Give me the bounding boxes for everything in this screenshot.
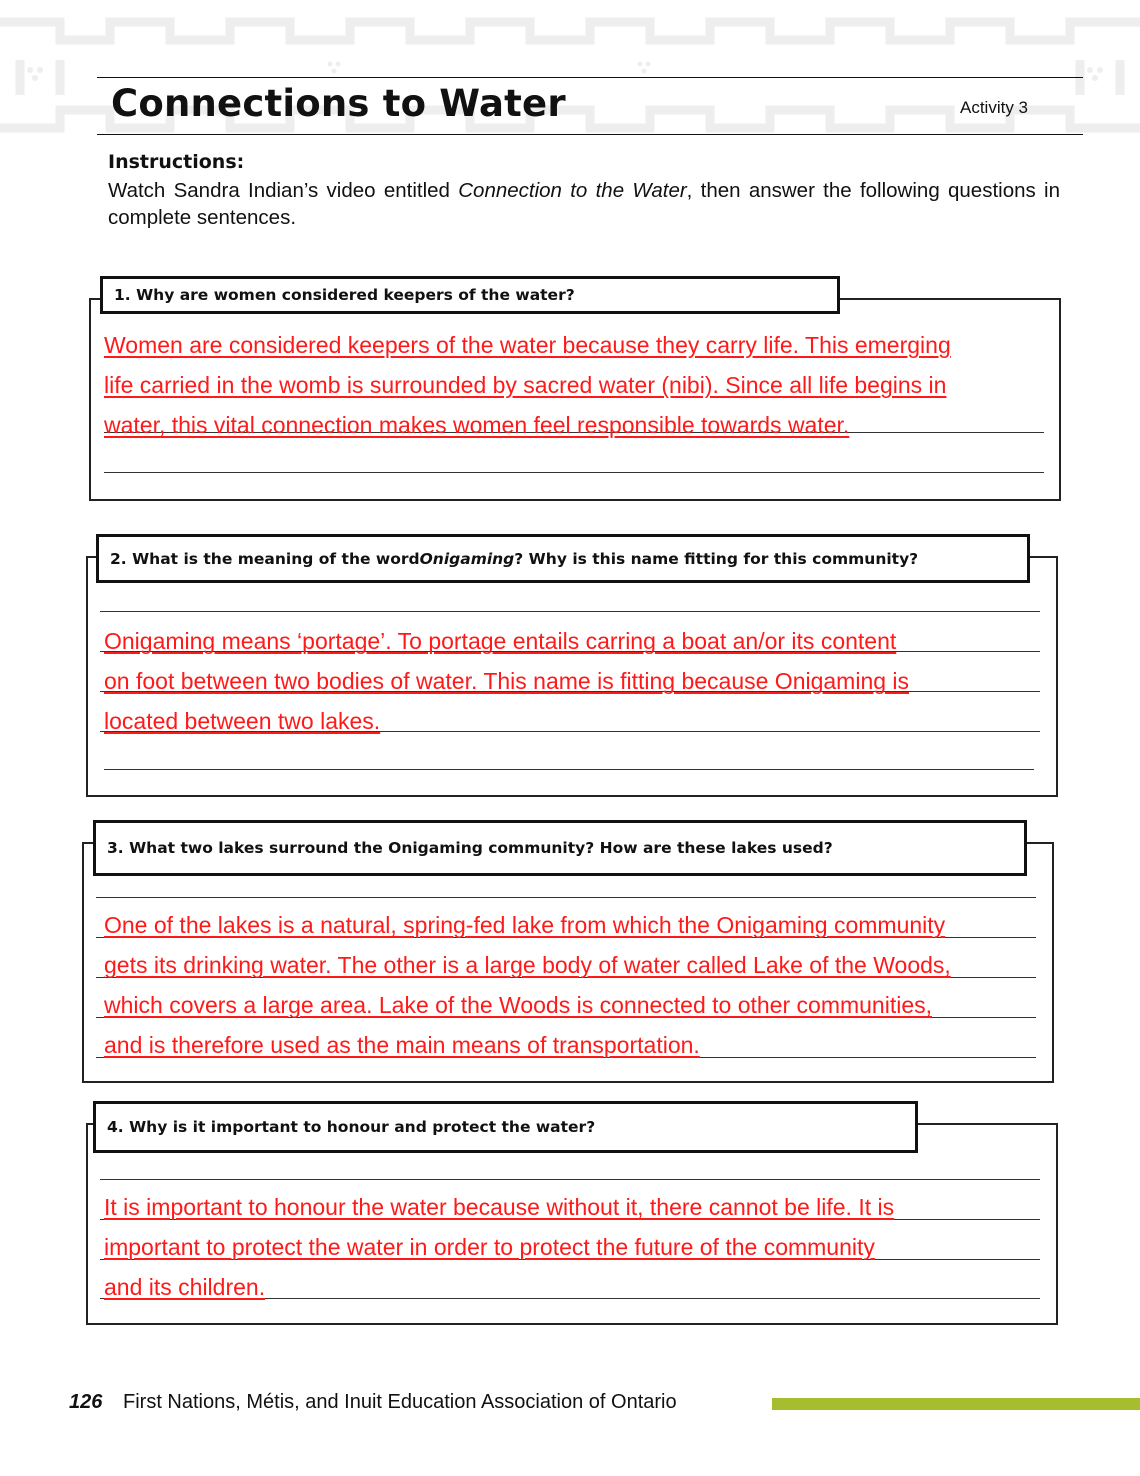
answer-4-line-2: important to protect the water in order to protect the future of the community bbox=[104, 1234, 875, 1260]
answer-3-line-1: One of the lakes is a natural, spring-fed lake from which the Onigaming community bbox=[104, 912, 946, 938]
instructions-heading: Instructions: bbox=[108, 151, 245, 173]
answer-line bbox=[100, 611, 1040, 612]
answer-1-line-1: Women are considered keepers of the water because they carry life. This emerging bbox=[104, 332, 951, 358]
instructions-text: Watch Sandra Indian’s video entitled Connection to the Water, then answer the following questions in complete sentences. bbox=[108, 179, 1060, 229]
footer-accent-bar bbox=[772, 1398, 1140, 1410]
question-4-label: 4. Why is it important to honour and protect the water? bbox=[93, 1101, 918, 1153]
answer-2-line-3: located between two lakes. bbox=[104, 708, 381, 734]
page-title: Connections to Water bbox=[111, 82, 566, 125]
activity-label: Activity 3 bbox=[960, 98, 1029, 117]
decorative-header-pattern bbox=[0, 0, 1140, 150]
question-3-label: 3. What two lakes surround the Onigaming community? How are these lakes used? bbox=[93, 820, 1027, 876]
question-1-label: 1. Why are women considered keepers of the water? bbox=[100, 276, 840, 314]
answer-4-line-3: and its children. bbox=[104, 1274, 266, 1300]
answer-2-line-2: on foot between two bodies of water. This name is fitting because Onigaming is bbox=[104, 668, 910, 694]
answer-1-line-2: life carried in the womb is surrounded by sacred water (nibi). Since all life begins in bbox=[104, 372, 947, 398]
answer-2-line-1: Onigaming means ‘portage’. To portage entails carring a boat an/or its content bbox=[104, 628, 897, 654]
answer-4-line-1: It is important to honour the water because without it, there cannot be life. It is bbox=[104, 1194, 895, 1220]
answer-line bbox=[96, 897, 1036, 898]
title-underline-rule bbox=[97, 134, 1083, 135]
video-title: Connection to the Water bbox=[458, 179, 687, 202]
answer-3-line-2: gets its drinking water. The other is a large body of water called Lake of the Woods, bbox=[104, 952, 951, 978]
question-2-label: 2. What is the meaning of the word Onigaming ? Why is this name fitting for this community? bbox=[96, 534, 1030, 583]
answer-line bbox=[104, 769, 1034, 770]
top-rule bbox=[97, 77, 1083, 78]
answer-3-line-3: which covers a large area. Lake of the Woods is connected to other communities, bbox=[104, 992, 933, 1018]
answer-line bbox=[100, 1179, 1040, 1180]
footer-organization: First Nations, Métis, and Inuit Education Association of Ontario bbox=[123, 1391, 677, 1413]
answer-line bbox=[104, 472, 1044, 473]
page-number: 126 bbox=[69, 1391, 103, 1413]
answer-1-line-3: water, this vital connection makes women feel responsible towards water. bbox=[104, 412, 850, 438]
answer-3-line-4: and is therefore used as the main means of transportation. bbox=[104, 1032, 700, 1058]
